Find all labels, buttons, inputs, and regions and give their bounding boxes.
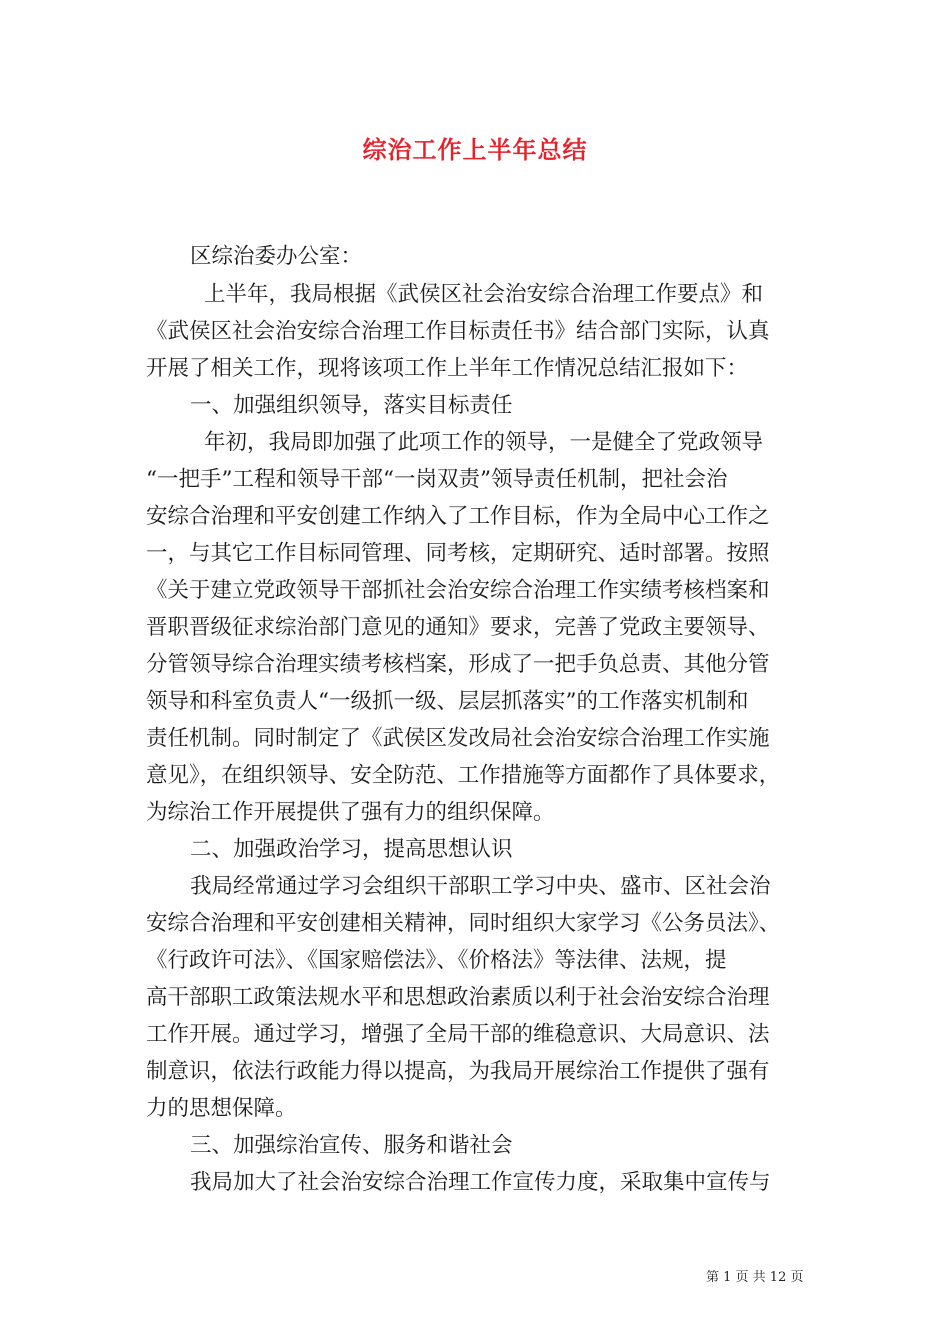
paragraph-line: 开展了相关工作，现将该项工作上半年工作情况总结汇报如下：	[146, 356, 749, 381]
paragraph-line: 年初，我局即加强了此项工作的领导，一是健全了党政领导	[204, 430, 764, 455]
paragraph-line: 为综治工作开展提供了强有力的组织保障。	[146, 800, 555, 825]
document-title: 综治工作上半年总结	[362, 135, 588, 164]
paragraph-line: 《行政许可法》、《国家赔偿法》、《价格法》等法律、法规，提	[146, 948, 727, 973]
salutation: 区综治委办公室：	[190, 244, 363, 269]
paragraph-line: 晋职晋级征求综治部门意见的通知》要求，完善了党政主要领导、	[146, 615, 770, 640]
paragraph-line: 我局加大了社会治安综合治理工作宣传力度，采取集中宣传与	[190, 1170, 771, 1195]
section-heading-2: 二、加强政治学习，提高思想认识	[190, 837, 513, 862]
paragraph-line: 制意识，依法行政能力得以提高，为我局开展综治工作提供了强有	[146, 1059, 770, 1084]
paragraph-line: 领导和科室负责人“一级抓一级、层层抓落实”的工作落实机制和	[146, 689, 749, 714]
paragraph-line: 我局经常通过学习会组织干部职工学习中央、盛市、区社会治	[190, 874, 771, 899]
paragraph-line: 一，与其它工作目标同管理、同考核，定期研究、适时部署。按照	[146, 541, 770, 566]
paragraph-line: 上半年，我局根据《武侯区社会治安综合治理工作要点》和	[204, 282, 764, 307]
paragraph-line: “一把手”工程和领导干部“一岗双责”领导责任机制，把社会治	[146, 467, 728, 492]
paragraph-line: 力的思想保障。	[146, 1096, 297, 1121]
paragraph-line: 安综合治理和平安创建工作纳入了工作目标，作为全局中心工作之	[146, 504, 770, 529]
paragraph-line: 高干部职工政策法规水平和思想政治素质以利于社会治安综合治理	[146, 985, 770, 1010]
paragraph-line: 分管领导综合治理实绩考核档案，形成了一把手负总责、其他分管	[146, 652, 770, 677]
paragraph-line: 《武侯区社会治安综合治理工作目标责任书》结合部门实际，认真	[146, 319, 770, 344]
paragraph-line: 责任机制。同时制定了《武侯区发改局社会治安综合治理工作实施	[146, 726, 770, 751]
section-heading-1: 一、加强组织领导，落实目标责任	[190, 393, 513, 418]
section-heading-3: 三、加强综治宣传、服务和谐社会	[190, 1133, 513, 1158]
paragraph-line: 《关于建立党政领导干部抓社会治安综合治理工作实绩考核档案和	[146, 578, 770, 603]
page-number: 第 1 页 共 12 页	[706, 1270, 804, 1285]
paragraph-line: 意见》，在组织领导、安全防范、工作措施等方面都作了具体要求，	[146, 763, 781, 788]
paragraph-line: 工作开展。通过学习，增强了全局干部的维稳意识、大局意识、法	[146, 1022, 770, 1047]
paragraph-line: 安综合治理和平安创建相关精神，同时组织大家学习《公务员法》、	[146, 911, 781, 936]
